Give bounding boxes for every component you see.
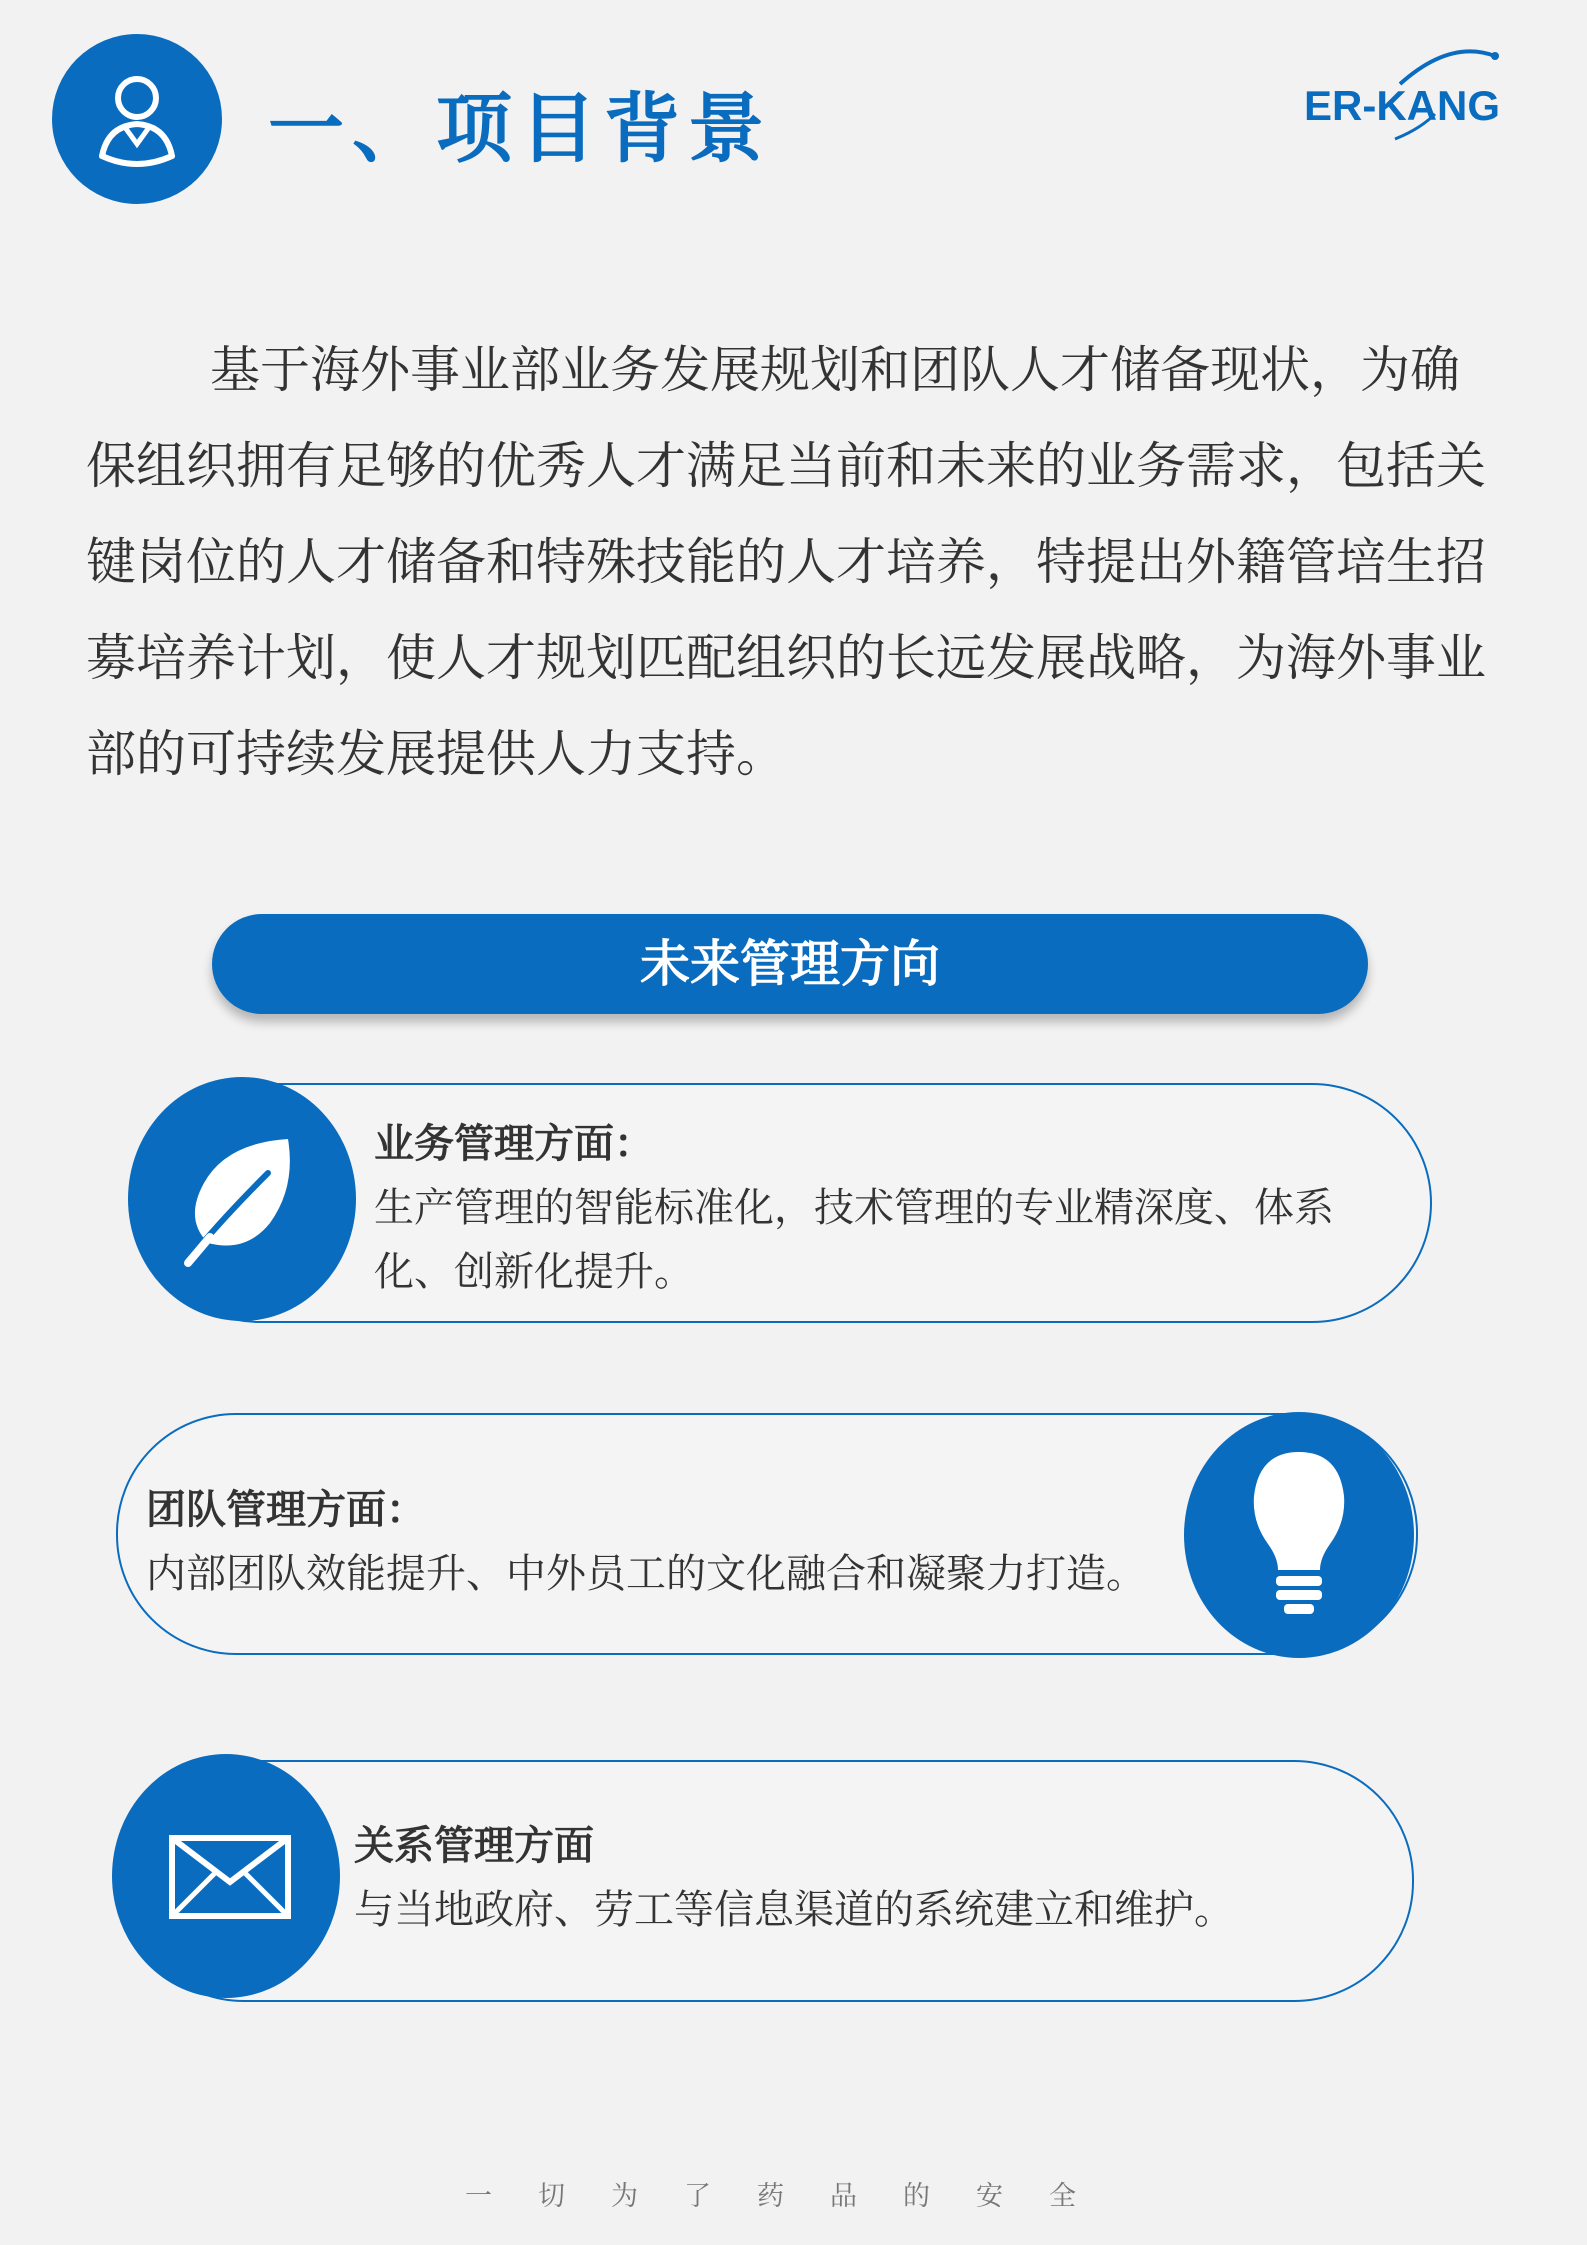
- lightbulb-icon-circle: [1184, 1412, 1414, 1658]
- card-3-body: 与当地政府、劳工等信息渠道的系统建立和维护。: [354, 1887, 1234, 1933]
- intro-paragraph: [86, 322, 1506, 802]
- user-icon: [52, 34, 222, 204]
- card-1-title: 业务管理方面：: [374, 1121, 654, 1167]
- intro-text: 基于海外事业部业务发展规划和团队人才储备现状，为确保组织拥有足够的优秀人才满足当前和未来的业务需求，包括关键岗位的人才储备和特殊技能的人才培养，特提出外籍管培生招募培养计划，使人才规划匹配组织的长远发展战略，为海外事业部的可持续发展提供人力支持。: [86, 341, 1486, 783]
- envelope-icon: [112, 1754, 340, 1998]
- card-2-body: 内部团队效能提升、中外员工的文化融合和凝聚力打造。: [146, 1551, 1146, 1597]
- svg-text:ER-KANG: ER-KANG: [1304, 82, 1500, 129]
- card-3-title: 关系管理方面: [354, 1823, 594, 1869]
- card-2-text: [146, 1478, 1206, 1606]
- card-2-title: 团队管理方面：: [146, 1487, 426, 1533]
- envelope-icon-circle: [112, 1754, 340, 1998]
- section-banner: 未来管理方向: [212, 914, 1368, 1014]
- card-1-body: 生产管理的智能标准化，技术管理的专业精深度、体系化、创新化提升。: [374, 1185, 1334, 1295]
- leaf-icon: [128, 1077, 356, 1321]
- footer-slogan: 一切为了药品的安全: [465, 2181, 1122, 2212]
- card-1-text: [374, 1112, 1374, 1304]
- erkang-logo: [1300, 44, 1530, 154]
- lightbulb-icon: [1184, 1412, 1414, 1658]
- header-user-icon-circle: [52, 34, 222, 204]
- card-3-text: [354, 1814, 1354, 1942]
- leaf-icon-circle: [128, 1077, 356, 1321]
- page-title: 一、项目背景: [268, 84, 772, 173]
